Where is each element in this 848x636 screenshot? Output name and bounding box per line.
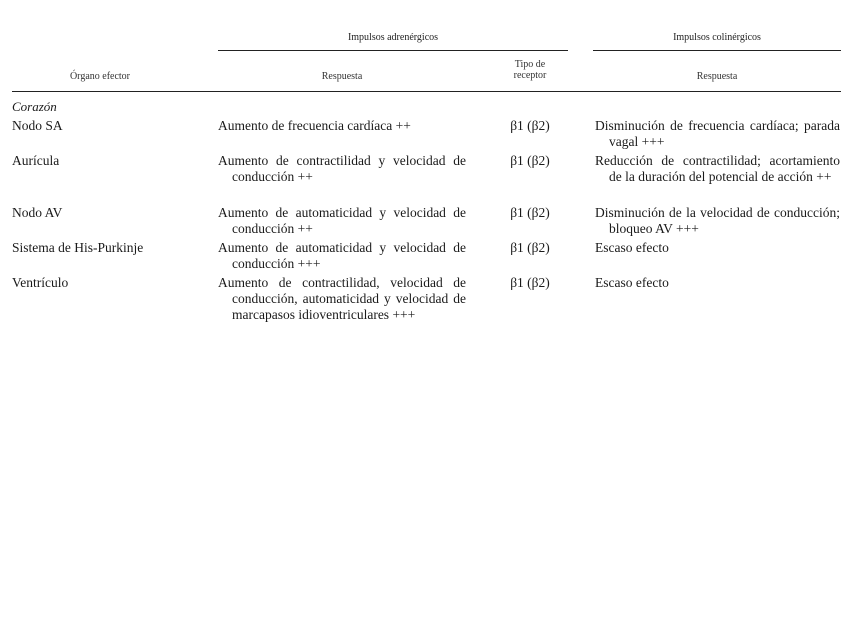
row-cholinergic-response: [595, 153, 840, 185]
row-cholinergic-response: [595, 205, 840, 237]
section-title: Corazón: [12, 99, 57, 114]
header-bottom-rule: [12, 91, 841, 92]
row-receptor: β1 (β2): [510, 205, 550, 220]
row-adrenergic-text: Aumento de frecuencia cardíaca ++: [218, 118, 411, 133]
row-receptor: β1 (β2): [510, 275, 550, 290]
row-cholinergic-response: [595, 240, 840, 256]
row-adrenergic-text: Aumento de contractilidad, velocidad de conducción, automaticidad y velocidad de marcapasos idioventriculares +++: [218, 275, 466, 322]
row-adrenergic-response: [218, 240, 466, 272]
row-cholinergic-response: [595, 275, 840, 291]
row-organ: Aurícula: [12, 153, 60, 168]
cholinergic-group-rule: [593, 50, 841, 51]
row-adrenergic-text: Aumento de automaticidad y velocidad de conducción ++: [218, 205, 466, 236]
row-organ: Nodo SA: [12, 118, 63, 133]
row-adrenergic-text: Aumento de contractilidad y velocidad de conducción ++: [218, 153, 466, 184]
row-organ: Sistema de His-Purkinje: [12, 240, 144, 255]
row-organ: Ventrículo: [12, 275, 69, 290]
row-cholinergic-text: Disminución de frecuencia cardíaca; parada vagal +++: [595, 118, 840, 149]
row-receptor: β1 (β2): [510, 118, 550, 133]
row-cholinergic-text: Disminución de la velocidad de conducción; bloqueo AV +++: [595, 205, 840, 236]
cholinergic-response-header: Respuesta: [696, 71, 738, 82]
row-receptor: β1 (β2): [510, 240, 550, 255]
row-adrenergic-response: [218, 153, 466, 185]
row-adrenergic-text: Aumento de automaticidad y velocidad de conducción +++: [218, 240, 466, 271]
row-cholinergic-text: Escaso efecto: [595, 240, 669, 255]
row-adrenergic-response: [218, 118, 466, 134]
row-organ: Nodo AV: [12, 205, 63, 220]
adrenergic-group-header: Impulsos adrenérgicos: [347, 32, 439, 43]
row-adrenergic-response: [218, 275, 466, 323]
receptor-header-line1: Tipo de: [514, 59, 546, 70]
row-adrenergic-response: [218, 205, 466, 237]
row-cholinergic-text: Escaso efecto: [595, 275, 669, 290]
receptor-type-header: [498, 59, 562, 81]
receptor-header-line2: receptor: [513, 70, 547, 81]
adrenergic-response-header: Respuesta: [321, 71, 363, 82]
cholinergic-group-header: Impulsos colinérgicos: [673, 32, 761, 43]
row-receptor: β1 (β2): [510, 153, 550, 168]
row-cholinergic-response: [595, 118, 840, 150]
row-cholinergic-text: Reducción de contractilidad; acortamiento de la duración del potencial de acción ++: [595, 153, 840, 184]
adrenergic-group-rule: [218, 50, 568, 51]
organ-column-header: Órgano efector: [69, 71, 131, 82]
